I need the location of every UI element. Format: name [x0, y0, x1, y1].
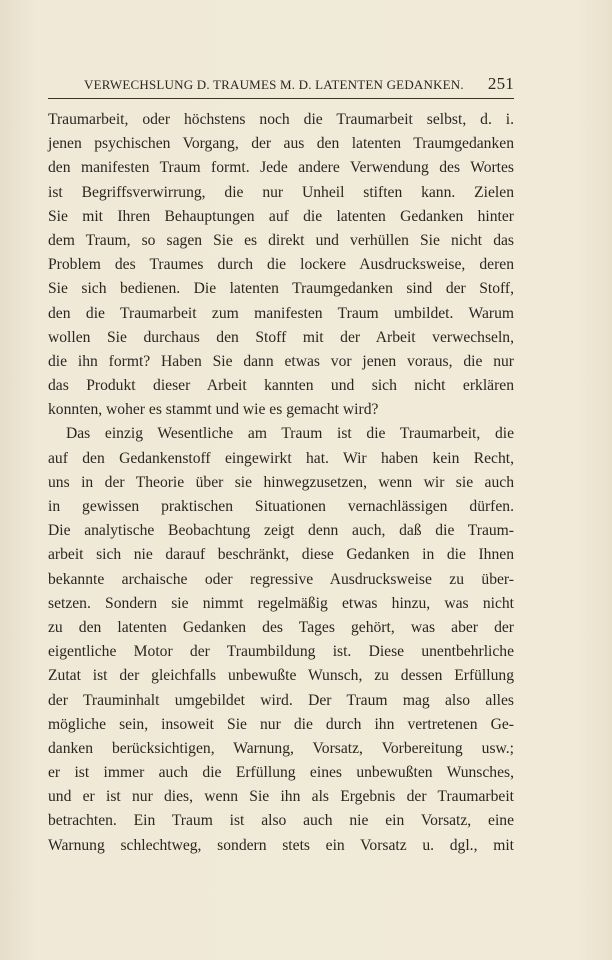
- text-line: in gewissen praktischen Situationen vernachlässigen dürfen.: [48, 498, 514, 515]
- text-line: Die analytische Beobachtung zeigt denn auch, daß die Traum-: [48, 522, 514, 540]
- header-rule: [48, 98, 514, 99]
- text-line: Problem des Traumes durch die lockere Ausdrucksweise, deren: [48, 256, 514, 274]
- body-text: [48, 108, 514, 858]
- text-line: betrachten. Ein Traum ist also auch nie ein Vorsatz, eine: [48, 812, 514, 830]
- text-line: das Produkt dieser Arbeit kannten und sich nicht erklären: [48, 377, 514, 395]
- running-title: VERWECHSLUNG D. TRAUMES M. D. LATENTEN GEDANKEN.: [84, 77, 464, 92]
- text-line: setzen. Sondern sie nimmt regelmäßig etwas hinzu, was nicht: [48, 594, 514, 612]
- text-line: ist Begriffsverwirrung, die nur Unheil stiften kann. Zielen: [48, 183, 514, 201]
- text-line: uns in der Theorie über sie hinwegzusetzen, wenn wir sie auch: [48, 473, 514, 491]
- text-line: eigentliche Motor der Traumbildung ist. Diese unentbehrliche: [48, 643, 514, 661]
- text-line: die ihn formt? Haben Sie dann etwas vor jenen voraus, die nur: [48, 352, 514, 370]
- text-line: den manifesten Traum formt. Jede andere Verwendung des Wortes: [48, 159, 514, 177]
- text-line: dem Traum, so sagen Sie es direkt und verhüllen Sie nicht das: [48, 231, 514, 249]
- text-line: jenen psychischen Vorgang, der aus den latenten Traumgedanken: [48, 135, 514, 153]
- text-line: zu den latenten Gedanken des Tages gehört, was aber der: [48, 618, 514, 636]
- text-line: Das einzig Wesentliche am Traum ist die Traumarbeit, die: [66, 425, 514, 443]
- text-line: Traumarbeit, oder höchstens noch die Traumarbeit selbst, d. i.: [48, 111, 514, 128]
- text-line: mögliche sein, insoweit Sie nur die durch ihn vertretenen Ge-: [48, 715, 514, 733]
- text-line: arbeit sich nie darauf beschränkt, diese Gedanken in die Ihnen: [48, 546, 514, 564]
- text-line: wollen Sie durchaus den Stoff mit der Arbeit verwechseln,: [48, 328, 514, 346]
- text-line: Sie sich bedienen. Die latenten Traumgedanken sind der Stoff,: [48, 280, 514, 298]
- text-line: und er ist nur dies, wenn Sie ihn als Ergebnis der Traumarbeit: [48, 788, 514, 806]
- text-line: konnten, woher es stammt und wie es gemacht wird?: [48, 401, 379, 419]
- text-line: Warnung schlechtweg, sondern stets ein Vorsatz u. dgl., mit: [48, 836, 514, 854]
- text-line: auf den Gedankenstoff eingewirkt hat. Wir haben kein Recht,: [48, 449, 514, 467]
- text-line: der Trauminhalt umgebildet wird. Der Traum mag also alles: [48, 691, 514, 709]
- text-line: danken berücksichtigen, Warnung, Vorsatz, Vorbereitung usw.;: [48, 739, 514, 757]
- running-head: [84, 74, 514, 96]
- text-line: Zutat ist der gleichfalls unbewußte Wunsch, zu dessen Erfüllung: [48, 667, 514, 685]
- text-line: den die Traumarbeit zum manifesten Traum umbildet. Warum: [48, 304, 514, 322]
- text-line: bekannte archaische oder regressive Ausdrucksweise zu über-: [48, 570, 514, 588]
- text-line: er ist immer auch die Erfüllung eines unbewußten Wunsches,: [48, 764, 514, 782]
- page-number: 251: [487, 74, 514, 93]
- text-line: Sie mit Ihren Behauptungen auf die latenten Gedanken hinter: [48, 207, 514, 225]
